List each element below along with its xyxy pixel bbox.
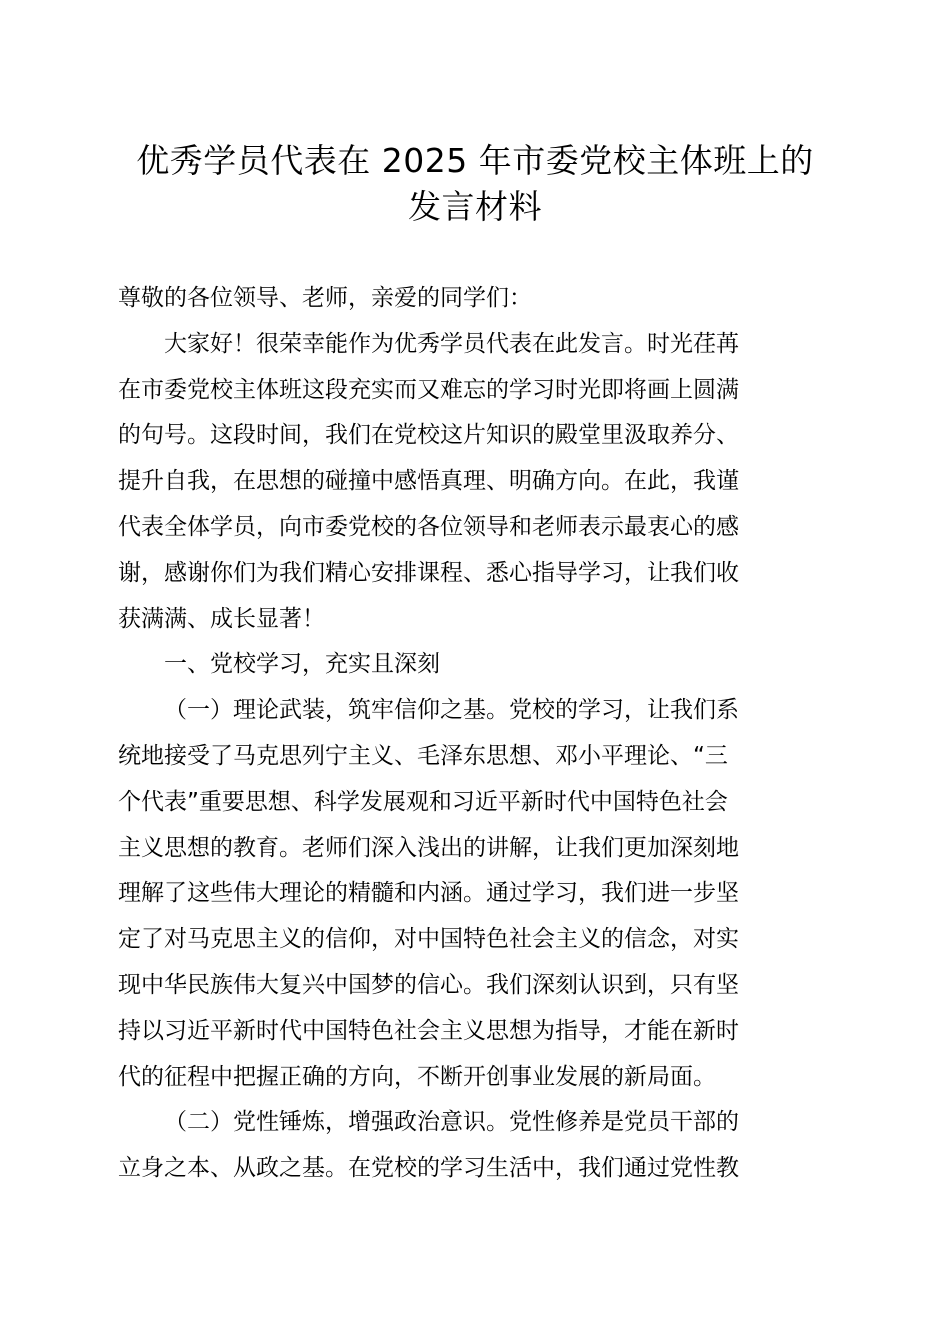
body-line: 在市委党校主体班这段充实而又难忘的学习时光即将画上圆满 [118, 376, 739, 403]
body-line: 立身之本、从政之基。在党校的学习生活中，我们通过党性教 [118, 1155, 739, 1182]
title-line-2: 发言材料 [408, 187, 542, 226]
body-line: 定了对马克思主义的信仰，对中国特色社会主义的信念，对实 [118, 926, 739, 953]
body-line: 理解了这些伟大理论的精髓和内涵。通过学习，我们进一步坚 [118, 880, 739, 907]
title-line-1: 优秀学员代表在 2025 年市委党校主体班上的 [136, 141, 814, 180]
body-line: （一）理论武装，筑牢信仰之基。党校的学习，让我们系 [164, 697, 739, 724]
body-line: 个代表”重要思想、科学发展观和习近平新时代中国特色社会 [118, 788, 728, 815]
body-line: 代表全体学员，向市委党校的各位领导和老师表示最衷心的感 [118, 513, 739, 540]
body-line: 尊敬的各位领导、老师，亲爱的同学们： [118, 285, 532, 311]
body-line: 一、党校学习，充实且深刻 [164, 651, 440, 678]
document-title [100, 138, 850, 230]
body-line: 主义思想的教育。老师们深入浅出的讲解，让我们更加深刻地 [118, 834, 739, 861]
body-line: 提升自我，在思想的碰撞中感悟真理、明确方向。在此，我谨 [118, 468, 739, 495]
document-body [118, 276, 828, 1192]
body-line: 持以习近平新时代中国特色社会主义思想为指导，才能在新时 [118, 1017, 739, 1044]
body-line: 代的征程中把握正确的方向，不断开创事业发展的新局面。 [118, 1063, 716, 1090]
body-line: 获满满、成长显著！ [118, 605, 325, 632]
body-line: 谢，感谢你们为我们精心安排课程、悉心指导学习，让我们收 [118, 559, 739, 586]
body-line: 大家好！很荣幸能作为优秀学员代表在此发言。时光荏苒 [164, 330, 739, 357]
body-line: 现中华民族伟大复兴中国梦的信心。我们深刻认识到，只有坚 [118, 971, 739, 998]
body-line: 的句号。这段时间，我们在党校这片知识的殿堂里汲取养分、 [118, 422, 739, 449]
body-line: （二）党性锤炼，增强政治意识。党性修养是党员干部的 [164, 1109, 739, 1136]
body-line: 统地接受了马克思列宁主义、毛泽东思想、邓小平理论、“三 [118, 742, 728, 769]
